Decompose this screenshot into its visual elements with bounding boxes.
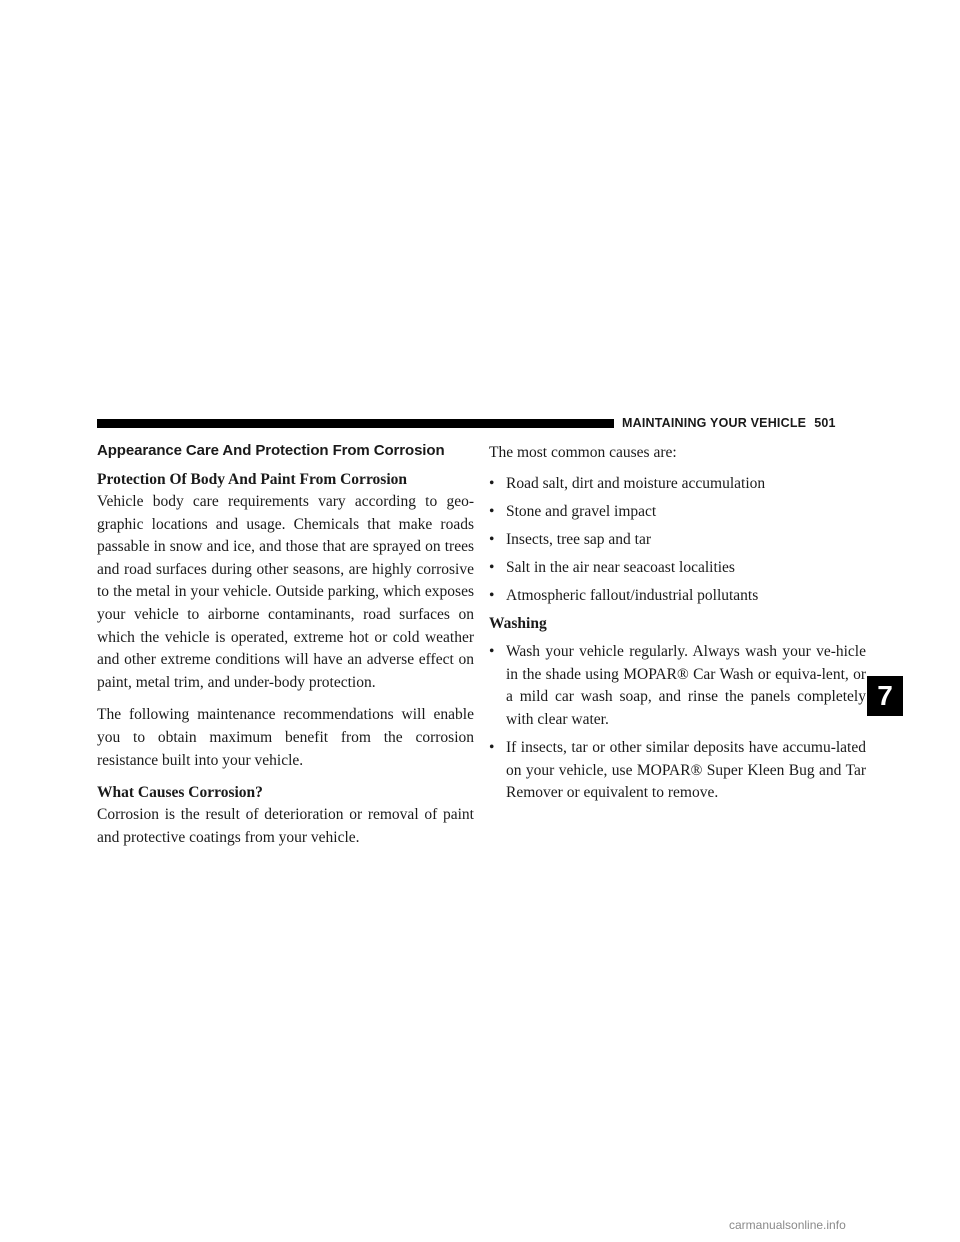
list-item: • Road salt, dirt and moisture accumulation xyxy=(489,473,866,496)
list-item: • Insects, tree sap and tar xyxy=(489,529,866,552)
paragraph-recommendations: The following maintenance recommendations will enable you to obtain maximum benefit from the corrosion resistance built into your vehicle. xyxy=(97,706,474,769)
header-section-title: MAINTAINING YOUR VEHICLE xyxy=(622,416,807,430)
running-header xyxy=(622,416,836,430)
left-column xyxy=(97,440,474,859)
list-item: • Wash your vehicle regularly. Always wash your ve-hicle in the shade using MOPAR® Car Wash or equiva-lent, or a mild car wash soap, and rinse the panels completely with clear water. xyxy=(489,643,866,728)
causes-intro: The most common causes are: xyxy=(489,444,677,461)
chapter-tab: 7 xyxy=(867,676,903,716)
subheading-washing: Washing xyxy=(489,615,547,633)
bullet-icon: • xyxy=(489,738,495,756)
list-item: • Salt in the air near seacoast localities xyxy=(489,557,866,580)
list-item: • If insects, tar or other similar deposits have accumu-lated on your vehicle, use MOPAR® Super Kleen Bug and Tar Remover or equivalent to remove. xyxy=(489,738,866,802)
subheading-protection: Protection Of Body And Paint From Corrosion xyxy=(97,471,407,488)
header-rule xyxy=(97,419,614,428)
paragraph-body-care: Vehicle body care requirements vary according to geo-graphic locations and usage. Chemicals that make roads passable in snow and ice, and those that are sprayed on trees and road surfaces during other seasons, are highly corrosive to the metal in your vehicle. Outside parking, which exposes your vehicle to airborne contaminants, road surfaces on which the vehicle is operated, extreme hot or cold weather and other extreme conditions will have an adverse effect on paint, metal trim, and under-body protection. xyxy=(97,493,474,691)
bullet-icon: • xyxy=(489,558,495,576)
paragraph-corrosion-definition: Corrosion is the result of deterioration or removal of paint and protective coatings from your vehicle. xyxy=(97,806,474,846)
list-item: • Stone and gravel impact xyxy=(489,501,866,524)
bullet-icon: • xyxy=(489,502,495,520)
washing-list xyxy=(489,641,866,805)
bullet-icon: • xyxy=(489,474,495,492)
subheading-causes: What Causes Corrosion? xyxy=(97,784,263,802)
bullet-icon: • xyxy=(489,643,495,661)
bullet-icon: • xyxy=(489,530,495,548)
section-title: Appearance Care And Protection From Corrosion xyxy=(97,442,445,459)
list-item: • Atmospheric fallout/industrial pollutants xyxy=(489,585,866,608)
page-number: 501 xyxy=(814,416,836,430)
right-column xyxy=(489,440,866,810)
watermark: carmanualsonline.info xyxy=(729,1218,846,1232)
bullet-icon: • xyxy=(489,586,495,604)
causes-list xyxy=(489,473,866,608)
